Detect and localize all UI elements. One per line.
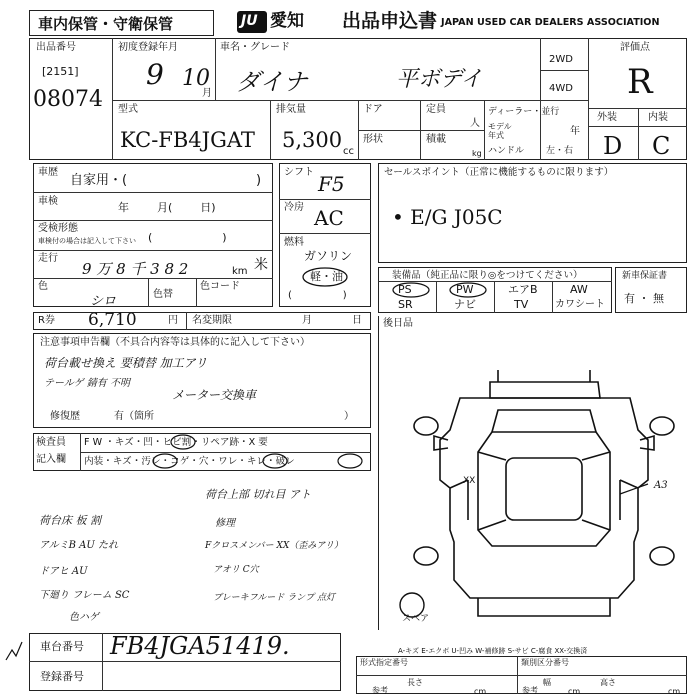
storage-label: 車内保管・守衛保管 <box>38 15 174 33</box>
fuel-alt: 軽・油 <box>310 270 343 283</box>
inspector-note-5: 下廻り フレーム SC <box>39 590 130 601</box>
fuel-circle-mark <box>300 265 350 289</box>
handle-label: ハンドル <box>488 146 525 156</box>
inspector-note-2: 荷台床 板 割 <box>39 514 101 527</box>
mileage-value: 9 万 8 千 3 8 2 <box>82 260 189 278</box>
year-unit: 年 <box>570 126 580 137</box>
car-grade: 平ボデイ <box>396 67 483 92</box>
registration-month: 10 <box>182 66 210 91</box>
notes-line-1: 荷台載せ換え 要積替 加工アリ <box>44 356 208 370</box>
notes-line-2: テールゲ 錆有 不明 <box>44 378 130 389</box>
receive-type-note: 車検付の場合は記入して下さい <box>38 237 136 245</box>
first-registration-label: 初度登録年月 <box>118 42 178 53</box>
reference-label-1: 参考 <box>372 686 388 695</box>
inspector-label-1: 検査員 <box>36 437 66 448</box>
history-value: 自家用・( <box>70 173 128 188</box>
fuel-label: 燃料 <box>284 237 304 248</box>
lot-number: 08074 <box>33 87 103 112</box>
color-label: 色 <box>38 281 48 292</box>
storage-label-box <box>29 10 214 36</box>
inspector-note-1: 荷台上部 切れ目 アト <box>205 488 311 501</box>
margin-check-mark <box>4 640 24 662</box>
width-cm-unit: cm <box>568 687 581 696</box>
name-change-day-unit: 日 <box>352 315 362 326</box>
person-unit: 人 <box>470 118 480 129</box>
sales-point-value: • E/G J05C <box>392 205 503 229</box>
inspector-note-3b: Fクロスメンバー XX（歪みアリ） <box>205 541 343 551</box>
length-label: 長さ <box>407 678 423 687</box>
fuel-paren: ( ) <box>288 290 347 301</box>
score-label: 評価点 <box>620 42 650 53</box>
back-items-label: 後日品 <box>383 318 413 329</box>
dealer-label: ディーラー・並行 <box>488 107 560 117</box>
interior-grade: C <box>652 132 671 160</box>
inspection-label: 車検 <box>38 196 58 207</box>
document-title: 出品申込書 <box>342 10 438 32</box>
equipment-tv: TV <box>514 298 529 311</box>
category-label: 類別区分番号 <box>521 658 569 667</box>
diagram-xx-mark: XX <box>463 476 476 486</box>
ac-value: AC <box>314 206 344 230</box>
chassis-value: FB4JGA51419. <box>110 632 290 660</box>
drive-4wd: 4WD <box>549 83 573 94</box>
inspector-note-6: 色ハゲ <box>69 612 99 623</box>
equipment-pw: PW <box>456 283 474 296</box>
equipment-ps: PS <box>398 283 412 296</box>
registration-year: 9 <box>146 58 164 91</box>
width-label: 幅 <box>543 678 551 687</box>
model-year-label: モデル年式 <box>488 122 512 140</box>
ju-logo <box>237 11 267 33</box>
equipment-navi: ナビ <box>454 298 476 311</box>
handle-options: 左・右 <box>546 146 574 156</box>
repair-history-label: 修復歴 <box>50 411 80 422</box>
warranty-label: 新車保証書 <box>622 271 668 281</box>
warranty-options: 有 ・ 無 <box>624 292 664 305</box>
name-change-label: 名変期限 <box>192 315 232 326</box>
model-value: KC-FB4JGAT <box>120 128 255 152</box>
spare-label: スペア <box>402 614 430 624</box>
receive-type-paren: ( ) <box>148 231 227 244</box>
notes-label: 注意事項申告欄（不具合内容等は具体的に記入して下さい） <box>40 337 310 348</box>
ac-label: 冷房 <box>284 202 304 213</box>
inspector-row-2: 内装・キズ・汚レ・コゲ・穴・ワレ・キレ・破レ <box>84 456 295 467</box>
org-name: 愛知 <box>270 11 304 31</box>
notes-line-3: メーター交換車 <box>172 388 257 402</box>
diagram-note: A3 <box>654 480 668 491</box>
equipment-power-seat: カワシート <box>555 299 605 310</box>
kg-unit: kg <box>472 149 482 158</box>
damage-legend: A-キズ E-エクボ U-凹み W-補修跡 S-サビ C-腐食 XX-交換済 <box>398 647 588 655</box>
name-grade-label: 車名・グレード <box>220 42 290 53</box>
color-value: シロ <box>90 294 117 309</box>
equipment-label: 装備品（純正品に限り◎をつけてください） <box>392 270 583 281</box>
shift-value: F5 <box>318 172 345 196</box>
inspector-note-3: アルミB AU たれ <box>39 540 118 551</box>
exterior-label: 外装 <box>597 112 617 123</box>
repair-history-value: 有（箇所 <box>114 411 154 422</box>
chassis-label: 車台番号 <box>40 640 84 653</box>
receive-type-label: 受検形態 <box>38 223 78 234</box>
inspector-row-1: F W ・キズ・凹・ヒビ割・リペア跡・X 要 <box>84 437 268 448</box>
name-change-month-unit: 月 <box>302 315 312 326</box>
yen-unit: 円 <box>168 315 178 326</box>
fuel-value: ガソリン <box>304 249 353 263</box>
vehicle-damage-diagram <box>408 370 678 630</box>
shape-label: 形状 <box>363 134 383 145</box>
history-close: ) <box>256 173 262 188</box>
lot-number-label: 出品番号 <box>36 42 76 53</box>
inspector-note-4b: アオリ C穴 <box>213 565 259 575</box>
height-label: 高さ <box>600 678 616 687</box>
cc-unit: cc <box>343 146 354 157</box>
r-ticket-label: R券 <box>38 315 55 326</box>
mileage-mark: 米 <box>254 257 268 273</box>
exterior-grade: D <box>603 132 623 160</box>
ju-logo-text: JU <box>241 13 258 29</box>
km-unit: km <box>232 266 248 277</box>
equipment-circle-marks <box>386 280 496 300</box>
diagram-note-arrow <box>618 480 658 500</box>
car-name: ダイナ <box>236 68 308 96</box>
equipment-airbag: エアB <box>508 283 538 296</box>
reference-label-2: 参考 <box>522 686 538 695</box>
r-ticket-value: 6,710 <box>88 310 137 330</box>
inspector-notes-area <box>33 474 371 630</box>
mileage-label: 走行 <box>38 253 58 264</box>
inspector-label-2: 記入欄 <box>36 454 66 465</box>
registration-label: 登録番号 <box>40 670 84 683</box>
inspection-date: 年 月( 日) <box>118 201 216 214</box>
score-value: R <box>627 62 653 102</box>
inspector-note-2b: 修理 <box>215 518 235 529</box>
inspector-note-5b: ブレーキフルード ランプ 点灯 <box>213 593 336 603</box>
repair-history-close: ） <box>344 411 354 422</box>
load-label: 積載 <box>426 134 446 145</box>
equipment-aw: AW <box>570 283 588 296</box>
displacement-value: 5,300 <box>282 128 343 152</box>
length-cm-unit: cm <box>474 687 487 696</box>
door-label: ドア <box>363 104 383 115</box>
displacement-label: 排気量 <box>276 104 306 115</box>
inspector-note-4: ドアヒ AU <box>39 566 88 577</box>
model-label: 型式 <box>118 104 138 115</box>
capacity-label: 定員 <box>426 104 446 115</box>
sales-point-label: セールスポイント（正常に機能するものに限ります） <box>384 167 614 178</box>
type-designation-label: 形式指定番号 <box>360 658 408 667</box>
interior-label: 内装 <box>648 112 668 123</box>
shift-label: シフト <box>284 167 314 178</box>
equipment-sr: SR <box>398 298 413 311</box>
registration-month-unit: 月 <box>202 88 212 99</box>
inspector-circle-marks <box>140 432 370 472</box>
lot-bracket: [2151] <box>42 65 79 78</box>
history-label: 車歴 <box>38 167 58 178</box>
association-name: JAPAN USED CAR DEALERS ASSOCIATION <box>441 17 660 28</box>
color-code-label: 色コード <box>200 281 240 292</box>
height-cm-unit: cm <box>668 687 681 696</box>
drive-2wd: 2WD <box>549 54 573 65</box>
color-swap-label: 色替 <box>153 289 173 300</box>
